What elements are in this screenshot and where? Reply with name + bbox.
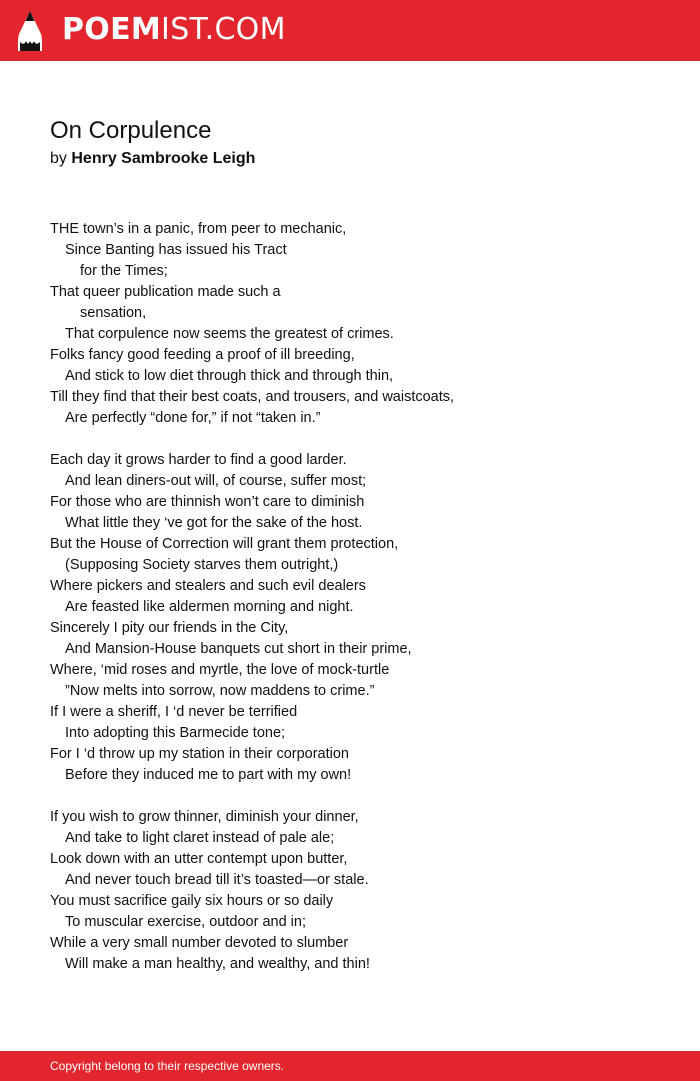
site-logo[interactable] <box>62 12 286 48</box>
logo-bold-text: POEM <box>62 12 162 47</box>
poem-line: Till they find that their best coats, and trousers, and waistcoats, <box>50 389 455 405</box>
poem-line: But the House of Correction will grant them protection, <box>50 536 399 552</box>
poem-line: Where pickers and stealers and such evil dealers <box>50 578 366 594</box>
poem-line: (Supposing Society starves them outright,) <box>65 557 339 573</box>
poem-line: Are feasted like aldermen morning and night. <box>65 599 354 615</box>
poem-line: And take to light claret instead of pale ale; <box>65 830 335 846</box>
poem-line: For I ‘d throw up my station in their corporation <box>50 746 349 762</box>
poem-line: And stick to low diet through thick and through thin, <box>65 368 394 384</box>
poem-line: Where, ‘mid roses and myrtle, the love of mock-turtle <box>50 662 390 678</box>
poem-line: Will make a man healthy, and wealthy, and thin! <box>65 956 370 972</box>
poem-line: Look down with an utter contempt upon butter, <box>50 851 348 867</box>
poem-line: That queer publication made such a <box>50 284 281 300</box>
poem-line: Each day it grows harder to find a good larder. <box>50 452 347 468</box>
copyright-notice: Copyright belong to their respective owners. <box>50 1059 285 1073</box>
poem-line: If you wish to grow thinner, diminish your dinner, <box>50 809 359 825</box>
poem-line: If I were a sheriff, I ‘d never be terrified <box>50 704 298 720</box>
poem-line: And Mansion-House banquets cut short in their prime, <box>65 641 412 657</box>
poem-line: Folks fancy good feeding a proof of ill breeding, <box>50 347 355 363</box>
byline <box>50 149 255 169</box>
poem-line: And lean diners-out will, of course, suffer most; <box>65 473 367 489</box>
logo-light-text: IST.COM <box>161 12 286 47</box>
poem-line: And never touch bread till it’s toasted—or stale. <box>65 872 369 888</box>
stanza-break <box>50 429 670 450</box>
site-header <box>0 0 700 61</box>
site-footer <box>0 1051 700 1081</box>
poem-line: THE town’s in a panic, from peer to mechanic, <box>50 221 347 237</box>
poem-line: Into adopting this Barmecide tone; <box>65 725 286 741</box>
poem-line: Sincerely I pity our friends in the City, <box>50 620 289 636</box>
poem-title: On Corpulence <box>50 117 212 144</box>
poem-line: sensation, <box>80 305 147 321</box>
poem-body <box>50 219 670 975</box>
poem-line: ”Now melts into sorrow, now maddens to crime.” <box>65 683 375 699</box>
stanza-break <box>50 786 670 807</box>
poem-line: Before they induced me to part with my own! <box>65 767 352 783</box>
poem-line: for the Times; <box>80 263 168 279</box>
byline-prefix: by <box>50 150 67 167</box>
pencil-tip-icon <box>17 10 43 52</box>
poem-line: While a very small number devoted to slumber <box>50 935 349 951</box>
poem-line: That corpulence now seems the greatest of crimes. <box>65 326 394 342</box>
poem-line: For those who are thinnish won’t care to diminish <box>50 494 365 510</box>
poem-line: What little they ‘ve got for the sake of the host. <box>65 515 363 531</box>
poem-line: To muscular exercise, outdoor and in; <box>65 914 306 930</box>
poem-line: Are perfectly “done for,” if not “taken in.” <box>65 410 321 426</box>
poem-author: Henry Sambrooke Leigh <box>71 150 256 167</box>
poem-line: Since Banting has issued his Tract <box>65 242 287 258</box>
poem-line: You must sacrifice gaily six hours or so daily <box>50 893 334 909</box>
